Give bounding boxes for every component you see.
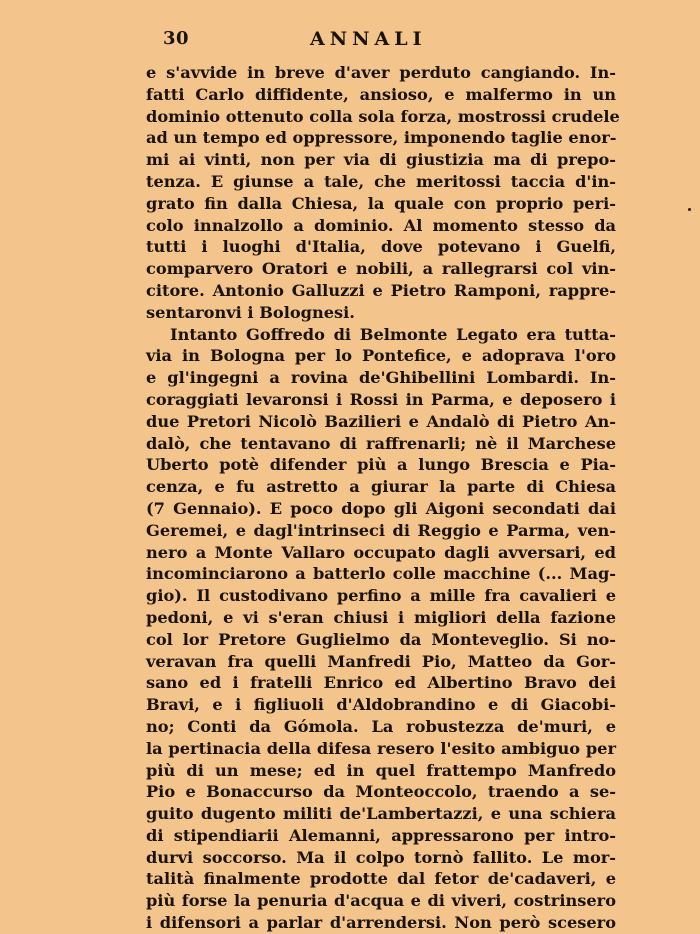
text-line: talità finalmente prodotte dal fetor de'cadaveri, e [146,869,616,889]
body-text [146,62,620,934]
text-line: Pio e Bonaccurso da Monteoccolo, traendo a se- [146,782,616,802]
text-line: colo innalzollo a dominio. Al momento stesso da [146,215,616,235]
text-line: (7 Gennaio). E poco dopo gli Aigoni secondati dai [146,498,616,518]
text-line: dalò, che tentavano di raffrenarli; nè il Marchese [146,433,616,453]
margin-mark [688,208,691,211]
text-line: nero a Monte Vallaro occupato dagli avversari, ed [146,542,616,562]
text-line: Geremei, e dagl'intrinseci di Reggio e Parma, ven- [146,520,616,540]
text-line: durvi soccorso. Ma il colpo tornò fallito. Le mor- [146,847,616,867]
page-number: 30 [163,28,190,49]
text-line: comparvero Oratori e nobili, a rallegrarsi col vin- [146,259,616,279]
text-line: fatti Carlo diffidente, ansioso, e malfermo in un [146,84,616,104]
text-line: incominciarono a batterlo colle macchine (... Mag- [146,564,616,584]
text-line: coraggiati levaronsi i Rossi in Parma, e deposero i [146,389,616,409]
text-line: via in Bologna per lo Pontefice, e adoprava l'oro [146,346,616,366]
text-line: tenza. E giunse a tale, che meritossi taccia d'in- [146,171,616,191]
text-line: più forse la penuria d'acqua e di viveri, costrinsero [146,891,616,911]
text-line: sano ed i fratelli Enrico ed Albertino Bravo dei [146,673,616,693]
text-line: Intanto Goffredo di Belmonte Legato era tutta- [170,324,616,344]
text-line: cenza, e fu astretto a giurar la parte di Chiesa [146,477,616,497]
text-line: veravan fra quelli Manfredi Pio, Matteo da Gor- [146,651,616,671]
text-line: guito dugento militi de'Lambertazzi, e una schiera [146,804,616,824]
text-line: dominio ottenuto colla sola forza, mostrossi crudele [146,106,620,126]
text-line: grato fin dalla Chiesa, la quale con proprio peri- [146,193,616,213]
running-head: ANNALI [310,28,427,50]
text-line: tutti i luoghi d'Italia, dove potevano i Guelfi, [146,237,616,257]
text-line: Uberto potè difender più a lungo Brescia e Pia- [146,455,616,475]
text-line: due Pretori Nicolò Bazilieri e Andalò di Pietro An- [146,411,616,431]
text-line: citore. Antonio Galluzzi e Pietro Ramponi, rappre- [146,280,616,300]
text-line: no; Conti da Gómola. La robustezza de'muri, e [146,716,616,736]
text-line: e s'avvide in breve d'aver perduto cangiando. In- [146,63,616,82]
text-line: pedoni, e vi s'eran chiusi i migliori della fazione [146,607,616,627]
text-line: col lor Pretore Guglielmo da Monteveglio. Si no- [146,629,616,649]
text-line: più di un mese; ed in quel frattempo Manfredo [146,760,616,780]
text-line: i difensori a parlar d'arrendersi. Non però scesero [146,913,616,933]
text-line: di stipendiarii Alemanni, appressarono per intro- [146,825,616,845]
text-line: ad un tempo ed oppressore, imponendo taglie enor- [146,128,617,148]
text-line: Bravi, e i figliuoli d'Aldobrandino e di Giacobi- [146,695,616,715]
text-line: mi ai vinti, non per via di giustizia ma di prepo- [146,150,616,170]
text-line: e gl'ingegni a rovina de'Ghibellini Lombardi. In- [146,368,616,388]
text-line: sentaronvi i Bolognesi. [146,302,355,322]
text-line: gio). Il custodivano perfino a mille fra cavalieri e [146,586,616,606]
text-line: la pertinacia della difesa resero l'esito ambiguo per [146,738,616,758]
